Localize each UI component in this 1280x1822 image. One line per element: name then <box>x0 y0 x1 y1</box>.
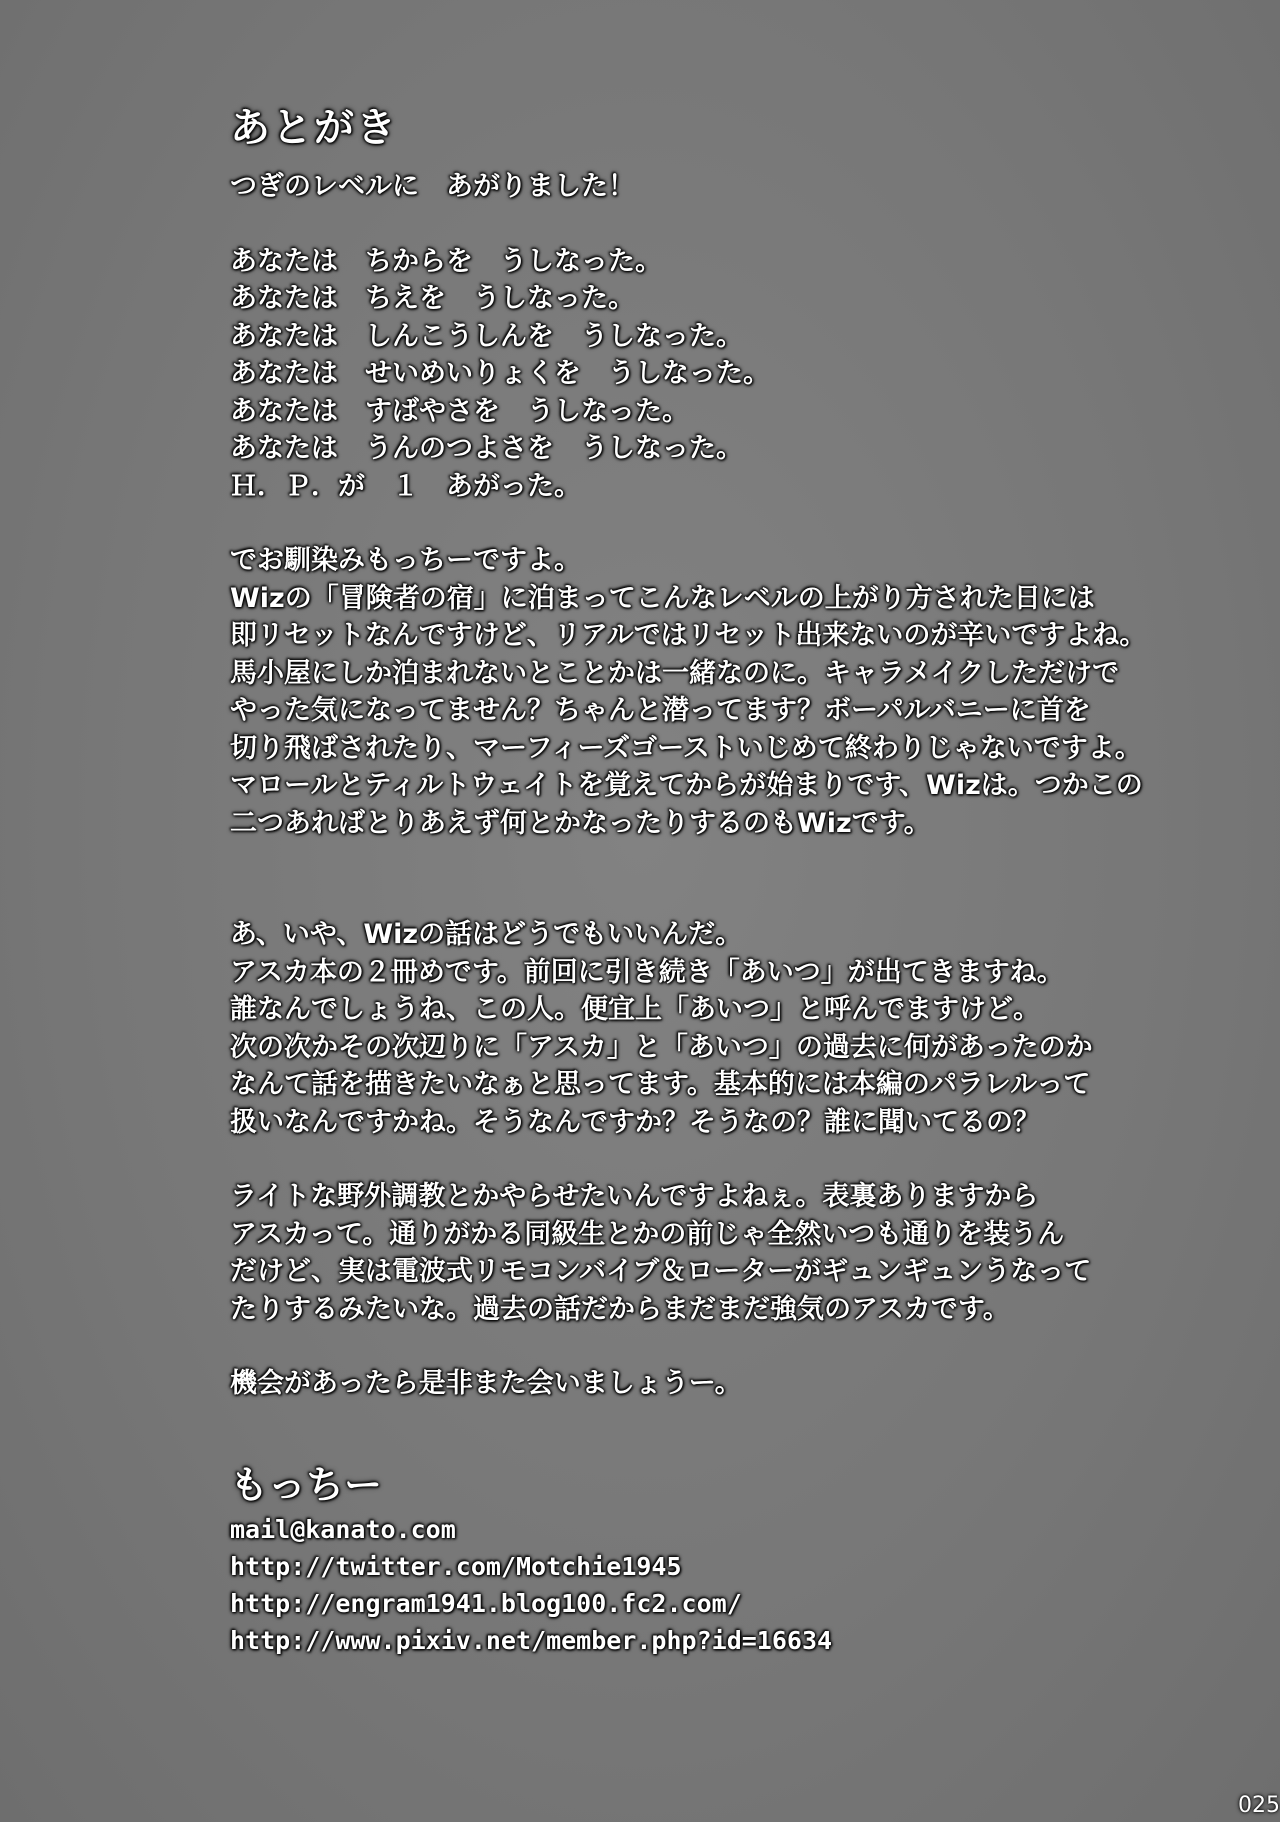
paragraph-line: だけど、実は電波式リモコンバイブ＆ローターがギュンギュンうなって <box>230 1256 1092 1287</box>
paragraph-wiz <box>230 542 1230 842</box>
contact-pixiv-url: http://www.pixiv.net/member.php?id=16634 <box>230 1625 833 1655</box>
level-line: あなたは すばやさを うしなった。 <box>230 395 689 427</box>
level-line: あなたは ちえを うしなった。 <box>230 283 635 314</box>
paragraph-line: たりするみたいな。過去の話だからまだまだ強気のアスカです。 <box>230 1293 1010 1325</box>
afterword-content <box>230 96 1230 1659</box>
contact-blog-url: http://engram1941.blog100.fc2.com/ <box>230 1588 742 1618</box>
spacer <box>230 1328 1230 1365</box>
paragraph-line: アスカ本の２冊めです。前回に引き続き「あいつ」が出てきますね。 <box>230 956 1064 988</box>
page-number: 025 <box>1238 1793 1280 1818</box>
level-line: あなたは しんこうしんを うしなった。 <box>230 320 743 352</box>
spacer <box>230 1403 1230 1459</box>
paragraph-line: 扱いなんですかね。そうなんですか？そうなの？誰に聞いてるの？ <box>230 1106 1040 1138</box>
level-up-message-block <box>230 243 1230 506</box>
paragraph-line: マロールとティルトウェイトを覚えてからが始まりです、Wizは。つかこの <box>230 770 1143 801</box>
paragraph-line: やった気になってません？ちゃんと潜ってます？ボーパルバニーに首を <box>230 695 1091 726</box>
level-line: Ｈ．Ｐ．が １ あがった。 <box>230 470 581 502</box>
paragraph-line: なんて話を描きたいなぁと思ってます。基本的には本編のパラレルって <box>230 1069 1091 1100</box>
paragraph-line: あ、いや、Wizの話はどうでもいいんだ。 <box>230 919 743 950</box>
paragraph-line: でお馴染みもっちーですよ。 <box>230 545 581 576</box>
contact-email: mail@kanato.com <box>230 1514 456 1544</box>
closing-line: 機会があったら是非また会いましょうー。 <box>230 1368 742 1399</box>
page-title: あとがき <box>230 105 398 151</box>
level-line: あなたは ちからを うしなった。 <box>230 245 662 277</box>
paragraph-plans <box>230 1178 1230 1328</box>
paragraph-line: 次の次かその次辺りに「アスカ」と「あいつ」の過去に何があったのか <box>230 1031 1093 1063</box>
paragraph-line: 誰なんでしょうね、この人。便宜上「あいつ」と呼んでますけど。 <box>230 994 1040 1025</box>
paragraph-line: 二つあればとりあえず何とかなったりするのもWizです。 <box>230 807 931 839</box>
paragraph-line: Wizの「冒険者の宿」に泊まってこんなレベルの上がり方された日には <box>230 582 1095 614</box>
intro-line: つぎのレベルに あがりました！ <box>230 171 635 202</box>
contact-list <box>230 1511 1230 1659</box>
paragraph-line: 切り飛ばされたり、マーフィーズゴーストいじめて終わりじゃないですよ。 <box>230 732 1142 764</box>
paragraph-line: アスカって。通りがかる同級生とかの前じゃ全然いつも通りを装うん <box>230 1218 1065 1250</box>
paragraph-line: 馬小屋にしか泊まれないとことかは一緒なのに。キャラメイクしただけで <box>230 657 1120 689</box>
paragraph-line: 即リセットなんですけど、リアルではリセット出来ないのが辛いですよね。 <box>230 620 1147 651</box>
paragraph-line: ライトな野外調教とかやらせたいんですよねぇ。表裏ありますから <box>230 1181 1039 1212</box>
spacer <box>230 842 1230 916</box>
level-line: あなたは せいめいりょくを うしなった。 <box>230 358 770 389</box>
level-line: あなたは うんのつよさを うしなった。 <box>230 433 743 464</box>
spacer <box>230 206 1230 243</box>
paragraph-asuka-book <box>230 916 1230 1141</box>
spacer <box>230 1141 1230 1178</box>
author-signature: もっちー <box>230 1462 383 1507</box>
contact-twitter-url: http://twitter.com/Motchie1945 <box>230 1551 682 1581</box>
spacer <box>230 505 1230 542</box>
spacer <box>230 160 1230 168</box>
